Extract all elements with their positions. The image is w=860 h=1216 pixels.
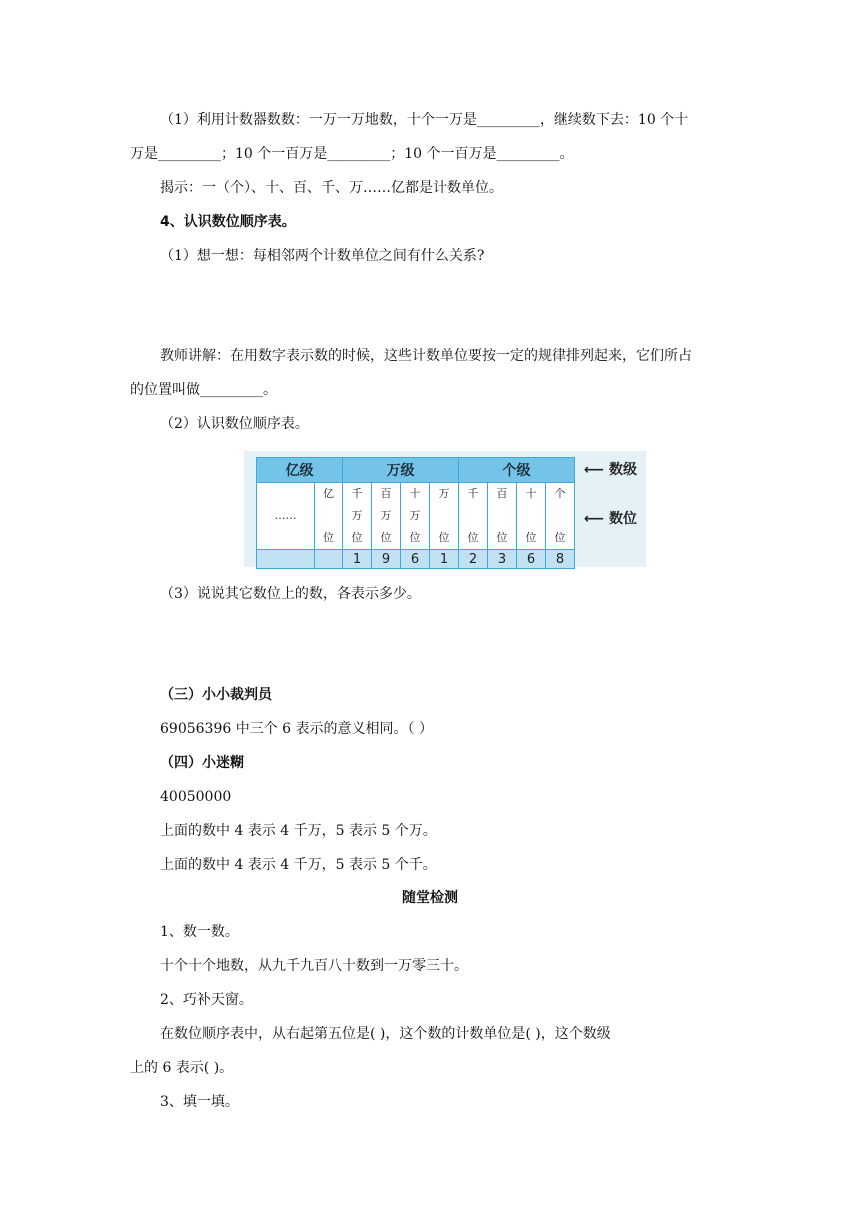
quiz-item-1: 1、数一数。 [160,924,239,940]
level-label: 数级 [608,462,637,478]
section-4-confused-heading: （四）小迷糊 [160,755,244,771]
place-arrow-label [584,508,637,528]
number-40050000: 40050000 [160,789,232,805]
section-4-heading: 4、认识数位顺序表。 [160,214,296,230]
question-2: （2）认识数位顺序表。 [160,416,309,432]
arrow-left-icon: ⟵ [584,462,605,478]
place-wan: 万 位 [430,483,459,550]
quiz-item-1-text: 十个十个地数，从九千九百八十数到一万零三十。 [160,958,468,974]
place-label: 数位 [608,511,637,527]
teacher-explanation-line-1: 教师讲解：在用数字表示数的时候，这些计数单位要按一定的规律排列起来，它们所占 [160,348,692,364]
level-arrow-label [584,459,637,479]
place-value-table-figure [244,451,646,567]
digit-cell: 8 [546,550,575,569]
place-baiwan: 百 万 位 [372,483,401,550]
digit-cell: 2 [459,550,488,569]
digit-cell: 1 [343,550,372,569]
digit-cell: 6 [517,550,546,569]
quiz-item-3: 3、填一填。 [160,1094,239,1110]
teacher-explanation-line-2: 的位置叫做_________。 [130,382,277,398]
digit-cell: 9 [372,550,401,569]
section-3-heading: （三）小小裁判员 [160,687,272,703]
place-qian: 千 位 [459,483,488,550]
place-bai: 百 位 [488,483,517,550]
quiz-item-2-line-2: 上的 6 表示( )。 [130,1060,234,1076]
level-wan: 万级 [343,458,459,483]
question-1: （1）想一想：每相邻两个计数单位之间有什么关系? [160,248,485,264]
counting-question-line-2: 万是_________；10 个一百万是_________；10 个一百万是_________。 [130,146,574,162]
reveal-text: 揭示：一（个）、十、百、千、万……亿都是计数单位。 [160,180,503,196]
place-qianwan: 千 万 位 [343,483,372,550]
counting-question-line-1: （1）利用计数器数数：一万一万地数，十个一万是_________，继续数下去：10 个十 [160,112,689,128]
arrow-left-icon: ⟵ [584,511,605,527]
place-ellipsis: …… [257,483,315,550]
digit-cell: 3 [488,550,517,569]
level-yi: 亿级 [257,458,343,483]
judge-statement: 69056396 中三个 6 表示的意义相同。（ ） [160,721,433,737]
place-shi: 十 位 [517,483,546,550]
quiz-item-2: 2、巧补天窗。 [160,992,253,1008]
place-value-table [256,457,575,569]
digit-cell: 6 [401,550,430,569]
statement-1: 上面的数中 4 表示 4 千万，5 表示 5 个万。 [160,823,437,839]
digit-cell [315,550,343,569]
digits-row [257,550,575,569]
question-3: （3）说说其它数位上的数，各表示多少。 [160,586,421,602]
statement-2: 上面的数中 4 表示 4 千万，5 表示 5 个千。 [160,857,437,873]
place-names-row [257,483,575,550]
digit-cell: 1 [430,550,459,569]
place-yi: 亿 位 [315,483,343,550]
digit-cell [257,550,315,569]
level-ge: 个级 [459,458,575,483]
place-shiwan: 十 万 位 [401,483,430,550]
quiz-title: 随堂检测 [402,890,458,906]
place-ge: 个 位 [546,483,575,550]
quiz-item-2-line-1: 在数位顺序表中，从右起第五位是( )，这个数的计数单位是( )，这个数级 [160,1026,611,1042]
